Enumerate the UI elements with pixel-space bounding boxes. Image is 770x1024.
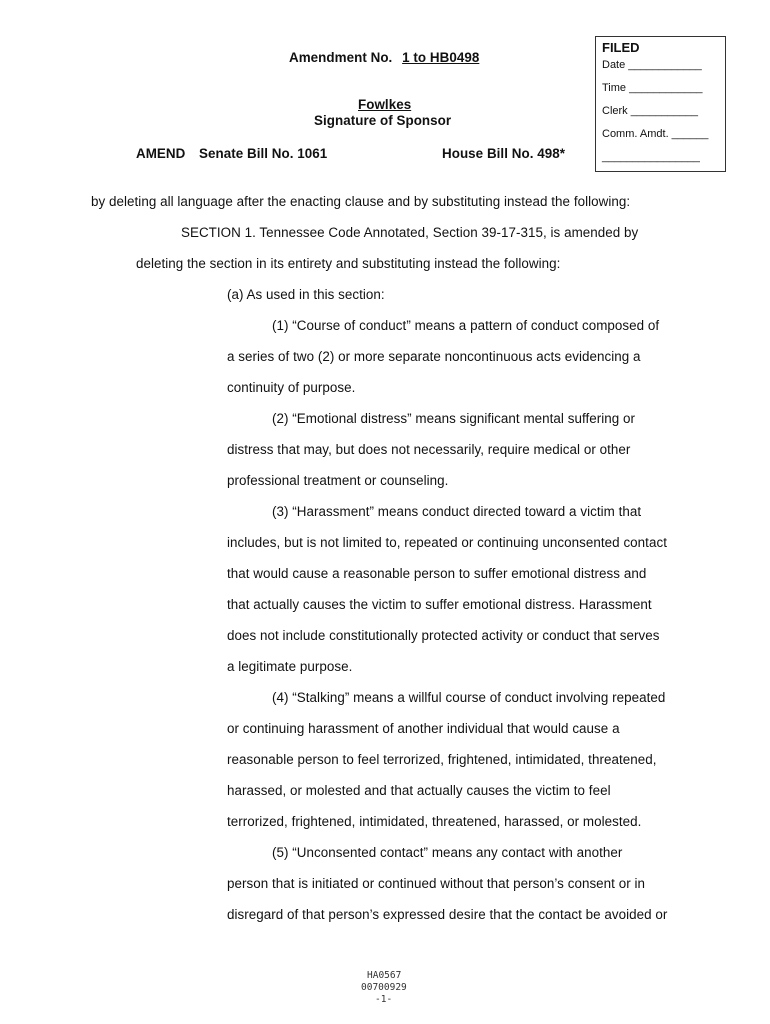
- filed-comm-amdt: Comm. Amdt. ______: [602, 128, 709, 140]
- filed-blank: ________________: [602, 151, 700, 163]
- intro-paragraph: by deleting all language after the enacting clause and by substituting instead the following:: [91, 194, 631, 209]
- section-1-line-2: deleting the section in its entirety and substituting instead the following:: [136, 256, 561, 271]
- footer-code-2: 00700929: [361, 982, 407, 993]
- definition-4-line-5: terrorized, frightened, intimidated, threatened, harassed, or molested.: [227, 814, 642, 829]
- definition-5-line-2: person that is initiated or continued without that person’s consent or in: [227, 876, 646, 891]
- footer-code-1: HA0567: [367, 970, 402, 981]
- filed-date: Date ____________: [602, 59, 702, 71]
- amendment-prefix: Amendment No.: [289, 50, 393, 65]
- sponsor-name: Fowlkes: [358, 97, 412, 112]
- definition-3-line-1: (3) “Harassment” means conduct directed toward a victim that: [272, 504, 642, 519]
- page-number: -1-: [375, 994, 393, 1005]
- definition-5-line-3: disregard of that person’s expressed desire that the contact be avoided or: [227, 907, 668, 922]
- definition-3-line-5: does not include constitutionally protected activity or conduct that serves: [227, 628, 660, 643]
- definition-4-line-3: reasonable person to feel terrorized, frightened, intimidated, threatened,: [227, 752, 657, 767]
- definition-1-line-3: continuity of purpose.: [227, 380, 356, 395]
- filed-time: Time ____________: [602, 82, 703, 94]
- definition-3-line-6: a legitimate purpose.: [227, 659, 353, 674]
- filed-title: FILED: [602, 40, 640, 55]
- definition-4-line-2: or continuing harassment of another individual that would cause a: [227, 721, 620, 736]
- amend-label: AMEND: [136, 146, 186, 161]
- house-bill: House Bill No. 498*: [442, 146, 565, 161]
- senate-bill: Senate Bill No. 1061: [199, 146, 328, 161]
- sponsor-caption: Signature of Sponsor: [314, 113, 452, 128]
- subsection-a: (a) As used in this section:: [227, 287, 385, 302]
- definition-4-line-1: (4) “Stalking” means a willful course of conduct involving repeated: [272, 690, 666, 705]
- definition-5-line-1: (5) “Unconsented contact” means any contact with another: [272, 845, 623, 860]
- definition-3-line-3: that would cause a reasonable person to suffer emotional distress and: [227, 566, 647, 581]
- definition-2-line-3: professional treatment or counseling.: [227, 473, 449, 488]
- definition-2-line-2: distress that may, but does not necessarily, require medical or other: [227, 442, 631, 457]
- amendment-ref: 1 to HB0498: [402, 50, 480, 65]
- filed-stamp-box: [595, 36, 726, 172]
- definition-1-line-2: a series of two (2) or more separate noncontinuous acts evidencing a: [227, 349, 641, 364]
- section-1-line-1: SECTION 1. Tennessee Code Annotated, Section 39-17-315, is amended by: [181, 225, 639, 240]
- filed-clerk: Clerk ___________: [602, 105, 699, 117]
- definition-1-line-1: (1) “Course of conduct” means a pattern of conduct composed of: [272, 318, 660, 333]
- definition-4-line-4: harassed, or molested and that actually causes the victim to feel: [227, 783, 611, 798]
- definition-3-line-2: includes, but is not limited to, repeated or continuing unconsented contact: [227, 535, 667, 550]
- amendment-title: [289, 50, 479, 65]
- definition-3-line-4: that actually causes the victim to suffer emotional distress. Harassment: [227, 597, 652, 612]
- definition-2-line-1: (2) “Emotional distress” means significant mental suffering or: [272, 411, 636, 426]
